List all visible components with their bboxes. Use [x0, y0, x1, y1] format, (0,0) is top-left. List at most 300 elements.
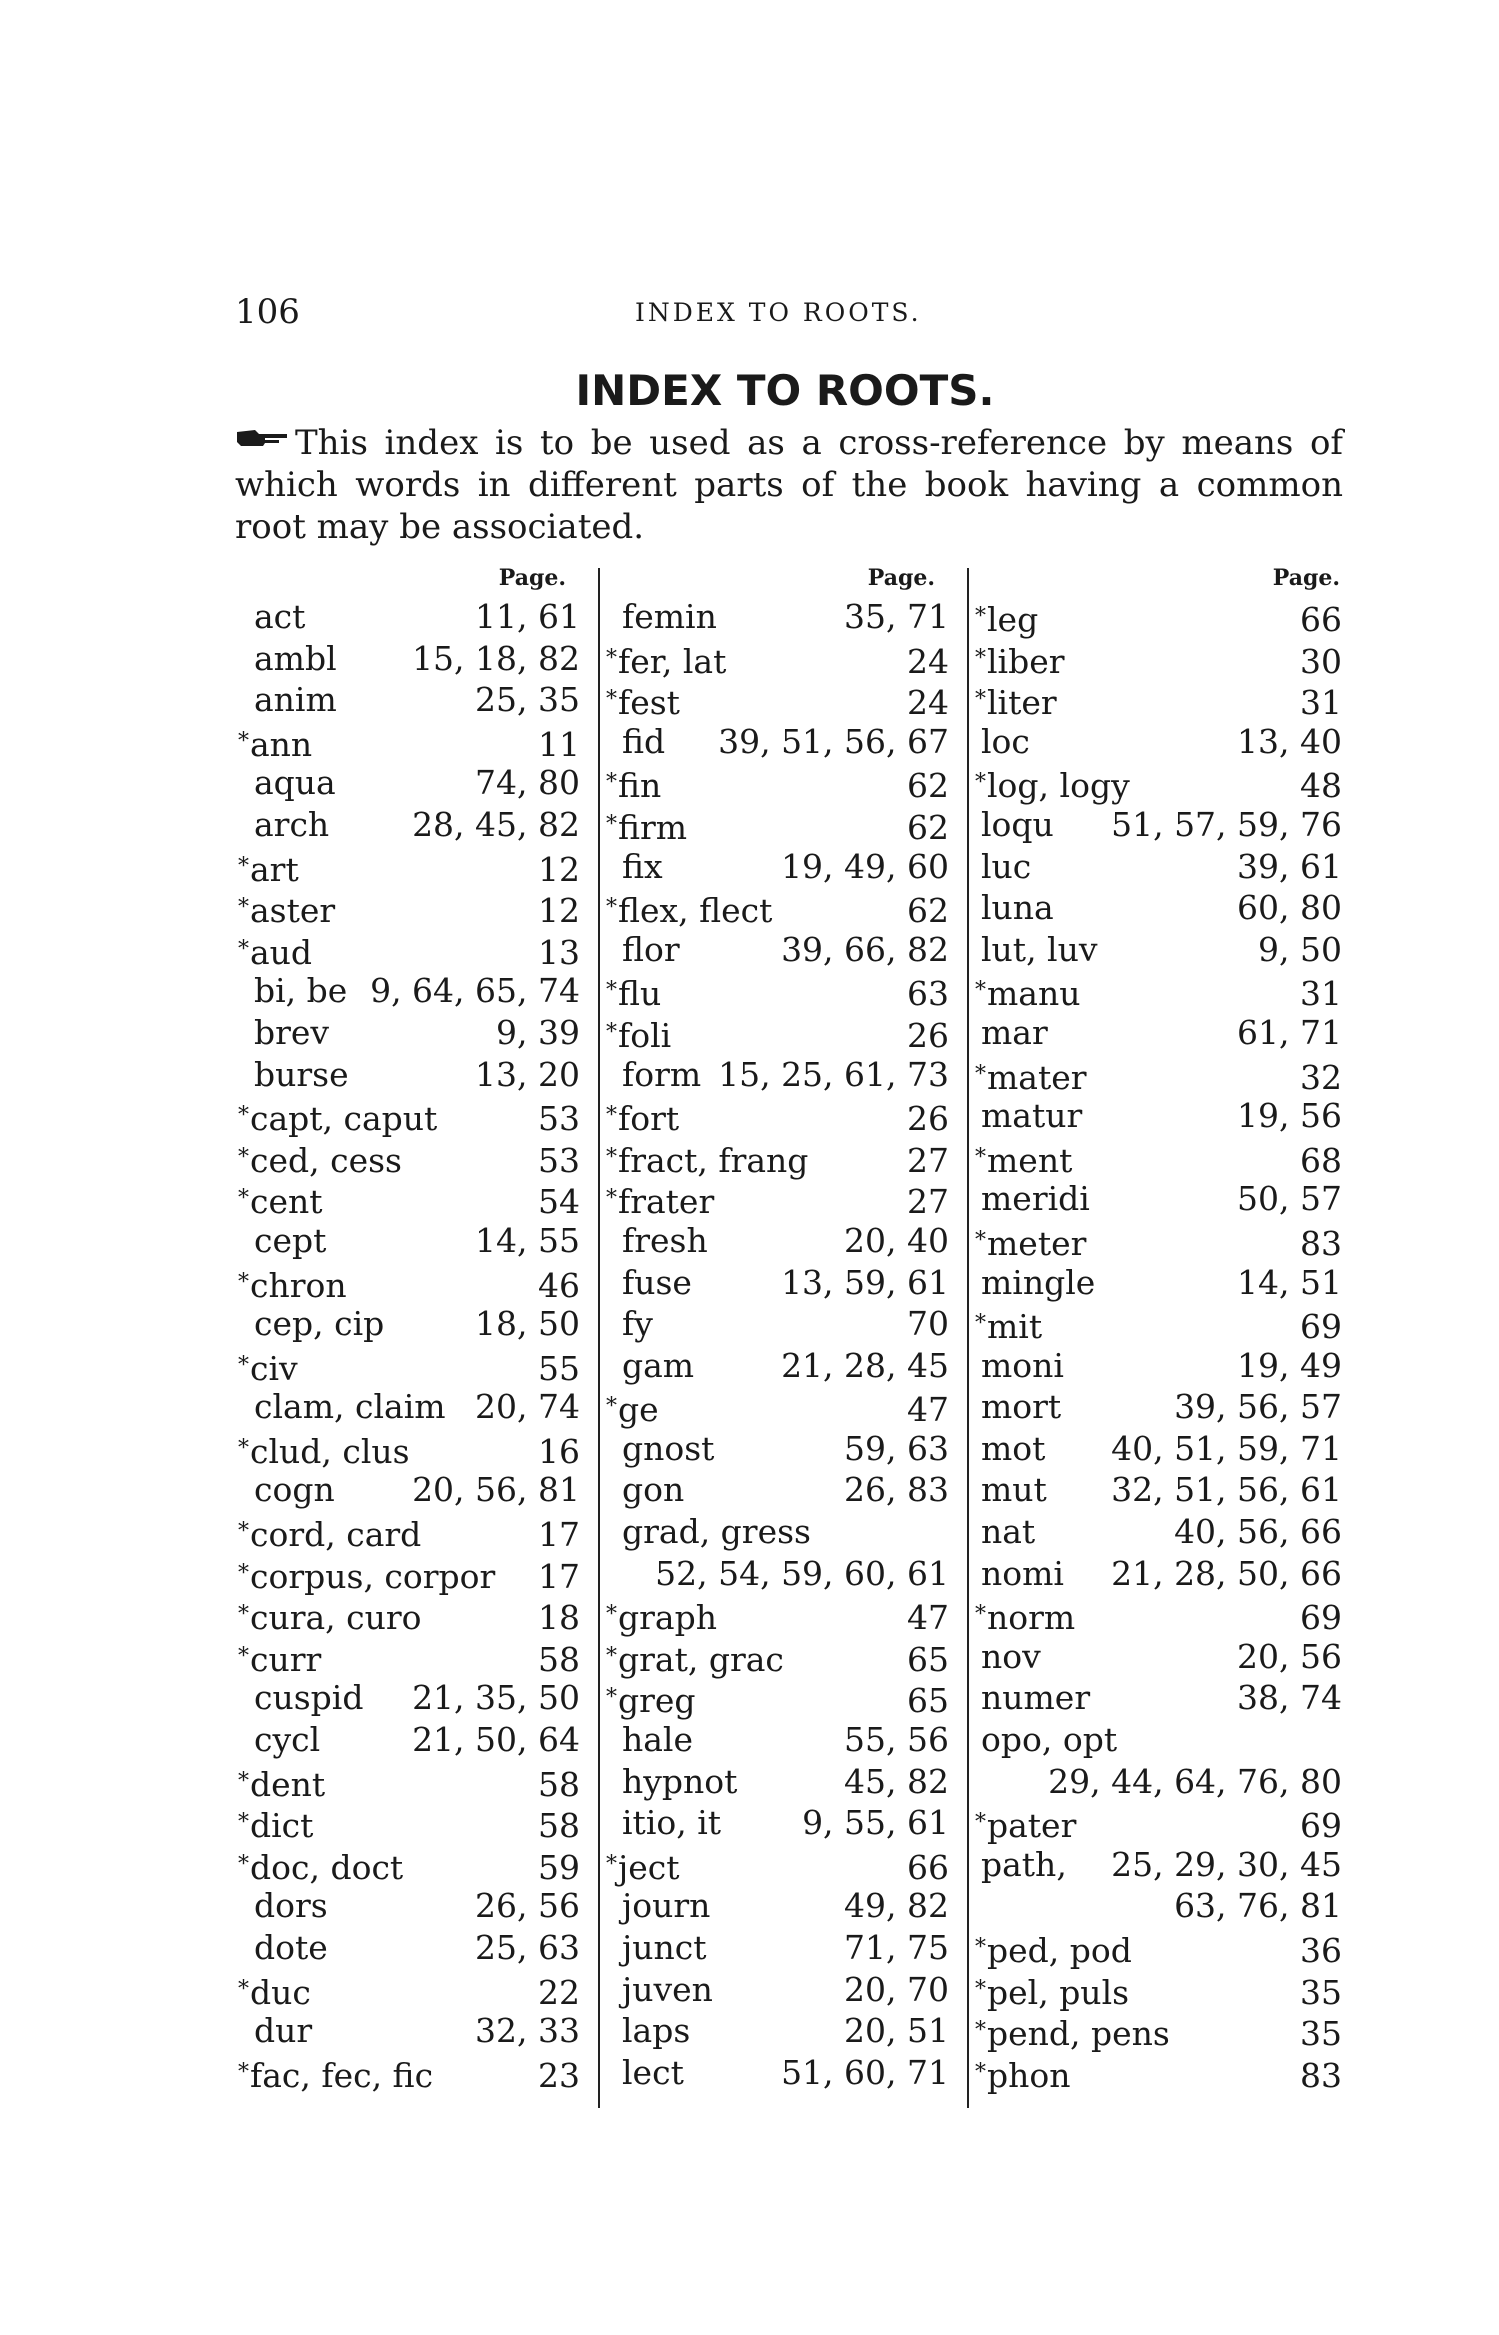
index-entry — [238, 887, 596, 929]
index-entry — [238, 1761, 596, 1803]
root-cell — [254, 596, 305, 638]
root-word: brev — [254, 1012, 330, 1052]
root-word: clud, clus — [250, 1431, 410, 1471]
star-icon: * — [975, 1976, 986, 2002]
root-word: mater — [987, 1057, 1087, 1097]
root-word: hale — [622, 1720, 694, 1760]
page-refs: 38, 74 — [1237, 1678, 1342, 1718]
root-word: cuspid — [254, 1678, 364, 1718]
page-refs: 69 — [1300, 1598, 1342, 1638]
index-entry — [606, 1012, 965, 1054]
index-entry — [975, 1345, 1348, 1387]
index-entry — [606, 1802, 965, 1844]
star-icon: * — [238, 1810, 249, 1836]
root-word: phon — [987, 2055, 1071, 2095]
index-entry — [606, 1719, 965, 1761]
root-word: dur — [254, 2011, 313, 2051]
root-word: cogn — [254, 1470, 335, 1510]
root-cell — [981, 1719, 1117, 1761]
page-refs: 19, 56 — [1237, 1096, 1342, 1136]
running-title: INDEX TO ROOTS. — [635, 298, 922, 327]
page-refs: 59 — [538, 1847, 580, 1887]
index-entry — [238, 846, 596, 888]
root-word: numer — [981, 1678, 1091, 1718]
star-icon: * — [238, 1643, 249, 1669]
star-icon: * — [238, 1976, 249, 2002]
pointing-hand-icon — [235, 428, 289, 448]
root-word: grat, grac — [618, 1639, 784, 1679]
page-refs: 17 — [538, 1515, 580, 1555]
star-icon: * — [975, 645, 986, 671]
root-word: graph — [618, 1598, 717, 1638]
index-entry — [606, 596, 965, 638]
page-refs: 26, 83 — [844, 1470, 949, 1510]
root-word: mut — [981, 1470, 1047, 1510]
root-word: art — [250, 849, 299, 889]
root-word: ject — [618, 1847, 680, 1887]
page-refs: 62 — [907, 766, 949, 806]
root-cell — [606, 762, 661, 807]
page-refs: 14, 55 — [475, 1220, 580, 1260]
star-icon: * — [606, 811, 617, 837]
root-word: fer, lat — [618, 641, 727, 681]
root-cell — [606, 1012, 671, 1057]
root-word: aud — [250, 932, 313, 972]
index-entry — [975, 1137, 1348, 1179]
page-refs: 53 — [538, 1140, 580, 1180]
star-icon: * — [238, 895, 249, 921]
index-entry — [975, 2010, 1348, 2052]
page-refs: 9, 55, 61 — [802, 1803, 949, 1843]
star-icon: * — [975, 687, 986, 713]
root-word: frater — [618, 1182, 715, 1222]
root-cell — [981, 887, 1054, 929]
index-entry — [975, 1885, 1348, 1927]
root-cell — [975, 970, 1080, 1015]
index-entry — [238, 1345, 596, 1387]
page-refs: 63, 76, 81 — [1174, 1886, 1342, 1926]
root-word: junct — [622, 1928, 707, 1967]
root-cell — [606, 1677, 696, 1722]
root-word: fin — [618, 766, 662, 806]
root-word: grad, gress — [622, 1512, 811, 1552]
root-cell — [238, 721, 312, 766]
root-cell — [238, 1511, 421, 1556]
root-cell — [622, 596, 717, 638]
star-icon: * — [975, 1144, 986, 1170]
page-refs: 36 — [1300, 1931, 1342, 1970]
star-icon: * — [238, 1851, 249, 1877]
page-refs: 24 — [907, 683, 949, 723]
root-cell — [975, 1927, 1132, 1972]
index-entry — [606, 1345, 965, 1387]
page-refs: 62 — [907, 891, 949, 931]
index-entry — [238, 1469, 596, 1511]
index-entry — [238, 1095, 596, 1137]
root-cell — [254, 1677, 363, 1719]
index-entry — [238, 1262, 596, 1304]
root-cell — [238, 1137, 402, 1182]
page-refs: 68 — [1300, 1140, 1342, 1180]
star-icon: * — [606, 1602, 617, 1628]
root-cell — [975, 638, 1065, 683]
page-refs: 21, 50, 64 — [412, 1720, 580, 1760]
page-refs: 20, 70 — [844, 1969, 949, 2009]
root-cell — [254, 804, 329, 846]
root-cell — [622, 1054, 701, 1096]
page-refs: 13, 20 — [475, 1054, 580, 1094]
root-word: bi, be — [254, 971, 348, 1011]
page-refs: 51, 60, 71 — [781, 2052, 949, 2092]
root-cell — [622, 1428, 714, 1470]
page-refs: 24 — [907, 641, 949, 681]
index-column-3 — [975, 560, 1348, 2105]
index-entry — [238, 929, 596, 971]
root-word: manu — [987, 974, 1081, 1014]
index-entry — [606, 1844, 965, 1886]
index-entry — [606, 804, 965, 846]
root-word: femin — [622, 597, 717, 636]
star-icon: * — [238, 1602, 249, 1628]
intro-text: This index is to be used as a cross-reference by means of which words in different parts of the book having a common root may be associated. — [235, 423, 1343, 547]
running-head — [235, 292, 1335, 336]
index-entry — [238, 1885, 596, 1927]
page-refs: 26 — [907, 1099, 949, 1139]
page-column-header: Page. — [1272, 565, 1340, 591]
page-refs: 21, 28, 45 — [781, 1345, 949, 1385]
page-refs: 25, 29, 30, 45 — [1111, 1844, 1342, 1884]
root-word: burse — [254, 1054, 349, 1094]
page-refs: 15, 25, 61, 73 — [718, 1054, 949, 1094]
index-entry — [975, 1802, 1348, 1844]
root-cell — [981, 1012, 1048, 1054]
index-entry — [975, 804, 1348, 846]
root-word: liber — [987, 641, 1065, 681]
star-icon: * — [606, 1851, 617, 1877]
root-cell — [622, 1761, 737, 1803]
star-icon: * — [238, 1435, 249, 1461]
page-refs: 20, 40 — [844, 1220, 949, 1260]
index-entry — [975, 1469, 1348, 1511]
root-word: foli — [618, 1015, 672, 1055]
root-word: luc — [981, 846, 1032, 886]
page-refs: 11 — [538, 724, 580, 764]
root-word: fresh — [622, 1220, 708, 1260]
root-cell — [622, 1885, 710, 1927]
root-cell — [622, 1802, 721, 1844]
star-icon: * — [975, 2018, 986, 2044]
page-refs: 40, 51, 59, 71 — [1111, 1428, 1342, 1468]
index-entry — [238, 1594, 596, 1636]
page-refs: 15, 18, 82 — [412, 638, 580, 678]
root-word: path, — [981, 1844, 1067, 1884]
root-cell — [981, 929, 1098, 971]
root-cell — [981, 1262, 1095, 1304]
root-word: mingle — [981, 1262, 1096, 1302]
root-cell — [254, 1927, 328, 1969]
root-cell — [238, 1178, 323, 1223]
page-refs: 29, 44, 64, 76, 80 — [1048, 1761, 1342, 1801]
index-entry — [975, 1012, 1348, 1054]
page-column-header: Page. — [867, 565, 935, 591]
page-refs: 58 — [538, 1639, 580, 1679]
page-number: 106 — [235, 292, 300, 332]
root-word: flu — [618, 974, 662, 1014]
index-entry — [975, 1636, 1348, 1678]
page-refs: 25, 35 — [475, 680, 580, 720]
root-word: clam, claim — [254, 1387, 446, 1427]
star-icon: * — [606, 1394, 617, 1420]
page-refs: 52, 54, 59, 60, 61 — [655, 1553, 949, 1593]
root-cell — [606, 1636, 784, 1681]
star-icon: * — [606, 645, 617, 671]
root-cell — [238, 2052, 433, 2097]
root-cell — [238, 929, 312, 974]
page-refs: 18, 50 — [475, 1304, 580, 1344]
root-cell — [606, 1844, 680, 1889]
root-cell — [254, 970, 347, 1012]
root-cell — [975, 2052, 1071, 2097]
root-cell — [981, 1178, 1090, 1220]
root-cell — [254, 1012, 329, 1054]
index-entry — [606, 1220, 965, 1262]
root-cell — [975, 1802, 1076, 1847]
index-entry — [606, 1303, 965, 1345]
page-refs: 25, 63 — [475, 1928, 580, 1967]
page-refs: 35 — [1300, 2014, 1342, 2054]
page-refs: 61, 71 — [1237, 1012, 1342, 1052]
root-cell — [622, 1220, 708, 1262]
index-entry — [606, 929, 965, 971]
index-entry — [606, 679, 965, 721]
root-cell — [981, 1095, 1082, 1137]
root-cell — [981, 1844, 1067, 1886]
index-entry — [238, 762, 596, 804]
index-entry — [238, 679, 596, 721]
page-refs: 17 — [538, 1556, 580, 1596]
index-entry — [975, 846, 1348, 888]
page-refs: 21, 28, 50, 66 — [1111, 1553, 1342, 1593]
root-word: fix — [622, 846, 663, 886]
page-refs: 22 — [538, 1972, 580, 2012]
page-column-header: Page. — [498, 565, 566, 591]
root-cell — [238, 846, 299, 891]
page-refs: 35, 71 — [844, 597, 949, 636]
index-entry — [975, 1553, 1348, 1595]
index-entry — [606, 1178, 965, 1220]
root-cell — [606, 1137, 808, 1182]
page-refs: 16 — [538, 1431, 580, 1471]
index-entry — [606, 1137, 965, 1179]
index-entry — [606, 721, 965, 763]
index-entry — [238, 1802, 596, 1844]
page-refs: 83 — [1300, 2055, 1342, 2095]
root-cell — [622, 1969, 713, 2011]
page-refs: 19, 49, 60 — [781, 846, 949, 886]
page-refs: 27 — [907, 1140, 949, 1180]
root-word: flex, flect — [618, 891, 773, 931]
star-icon: * — [238, 1560, 249, 1586]
root-cell — [622, 1345, 694, 1387]
root-word: dote — [254, 1928, 328, 1967]
index-entry — [975, 2052, 1348, 2094]
root-word: doc, doct — [250, 1847, 404, 1887]
root-cell — [606, 1386, 659, 1431]
page-refs: 14, 51 — [1237, 1262, 1342, 1302]
index-entry — [238, 2052, 596, 2094]
index-entry — [975, 929, 1348, 971]
star-icon: * — [975, 1810, 986, 1836]
root-cell — [622, 1719, 693, 1761]
root-word: meridi — [981, 1179, 1090, 1219]
page-refs: 60, 80 — [1237, 888, 1342, 928]
index-entry — [606, 1636, 965, 1678]
root-cell — [975, 1054, 1087, 1099]
root-cell — [606, 1594, 717, 1639]
index-entry — [975, 638, 1348, 680]
root-word: fac, fec, fic — [250, 2055, 434, 2095]
index-entry — [238, 804, 596, 846]
root-cell — [981, 1386, 1061, 1428]
root-cell — [622, 1927, 706, 1969]
index-entry — [975, 1677, 1348, 1719]
root-word: moni — [981, 1345, 1064, 1385]
index-entry — [975, 1054, 1348, 1096]
root-cell — [622, 1469, 684, 1511]
root-cell — [606, 679, 680, 724]
root-cell — [238, 1969, 311, 2014]
index-entry — [975, 1262, 1348, 1304]
index-entry — [238, 1220, 596, 1262]
star-icon: * — [975, 2059, 986, 2085]
root-cell — [981, 1428, 1045, 1470]
index-entry — [975, 887, 1348, 929]
root-word: hypnot — [622, 1761, 738, 1801]
root-cell — [622, 2010, 690, 2052]
page-refs: 48 — [1300, 766, 1342, 806]
page-refs: 69 — [1300, 1307, 1342, 1347]
root-word: nov — [981, 1636, 1041, 1676]
page-refs: 55, 56 — [844, 1720, 949, 1760]
index-entry — [606, 2052, 965, 2094]
root-word: juven — [622, 1969, 713, 2009]
root-cell — [975, 1594, 1075, 1639]
star-icon: * — [238, 1103, 249, 1129]
root-cell — [238, 1636, 321, 1681]
index-entry — [975, 1220, 1348, 1262]
index-entry — [238, 1386, 596, 1428]
root-word: fort — [618, 1099, 680, 1139]
page-refs: 9, 39 — [496, 1012, 580, 1052]
index-entry — [975, 970, 1348, 1012]
index-entry — [238, 1012, 596, 1054]
index-entry — [606, 1927, 965, 1969]
root-word: aqua — [254, 763, 336, 803]
index-entry — [606, 1054, 965, 1096]
page-refs: 65 — [907, 1639, 949, 1679]
page-refs: 74, 80 — [475, 763, 580, 803]
root-word: flor — [622, 929, 680, 969]
star-icon: * — [975, 978, 986, 1004]
page-refs: 19, 49 — [1237, 1345, 1342, 1385]
index-column-2 — [606, 560, 965, 2105]
page-refs: 66 — [1300, 600, 1342, 639]
root-cell — [622, 2052, 684, 2094]
intro-paragraph — [235, 422, 1343, 548]
page-refs: 50, 57 — [1237, 1179, 1342, 1219]
index-entry — [238, 2010, 596, 2052]
root-word: loqu — [981, 804, 1054, 844]
page-refs: 45, 82 — [844, 1761, 949, 1801]
index-entry — [975, 1386, 1348, 1428]
index-entry — [606, 1262, 965, 1304]
column-divider — [967, 568, 969, 2108]
root-word: gnost — [622, 1428, 715, 1468]
index-entry — [238, 1428, 596, 1470]
page-refs: 58 — [538, 1764, 580, 1804]
page-title: INDEX TO ROOTS. — [575, 366, 995, 415]
root-cell — [254, 1220, 326, 1262]
index-entry — [238, 1927, 596, 1969]
index-entry — [238, 1178, 596, 1220]
page-refs: 9, 64, 65, 74 — [370, 971, 580, 1011]
root-word: arch — [254, 804, 330, 844]
root-word: lect — [622, 2052, 684, 2092]
page-refs: 27 — [907, 1182, 949, 1222]
star-icon: * — [238, 728, 249, 754]
root-cell — [606, 1178, 714, 1223]
star-icon: * — [606, 770, 617, 796]
root-word: fid — [622, 721, 666, 761]
index-entry — [975, 1303, 1348, 1345]
index-entry — [975, 596, 1348, 638]
index-entry — [238, 1303, 596, 1345]
root-word: aster — [250, 891, 336, 931]
star-icon: * — [975, 604, 986, 629]
star-icon: * — [238, 1144, 249, 1170]
index-entry — [238, 1511, 596, 1553]
root-word: fy — [622, 1304, 653, 1344]
root-cell — [254, 1885, 328, 1927]
page-refs: 26 — [907, 1015, 949, 1055]
index-entry — [975, 1095, 1348, 1137]
root-word: cept — [254, 1220, 327, 1260]
page-refs: 51, 57, 59, 76 — [1111, 804, 1342, 844]
index-entry — [975, 1927, 1348, 1969]
root-cell — [254, 1469, 335, 1511]
root-cell — [238, 1428, 410, 1473]
root-cell — [238, 1594, 422, 1639]
page-refs: 62 — [907, 807, 949, 847]
root-cell — [238, 1553, 495, 1598]
index-entry — [606, 887, 965, 929]
root-cell — [622, 721, 665, 763]
root-word: chron — [250, 1265, 347, 1305]
page-refs: 23 — [538, 2055, 580, 2095]
root-cell — [254, 2010, 312, 2052]
page-refs: 20, 56 — [1237, 1636, 1342, 1676]
root-word: mar — [981, 1012, 1048, 1052]
index-entry — [238, 1636, 596, 1678]
root-cell — [606, 638, 726, 683]
root-cell — [981, 721, 1030, 763]
index-entry — [975, 1594, 1348, 1636]
star-icon: * — [238, 1269, 249, 1295]
page-refs: 70 — [907, 1304, 949, 1344]
index-entry — [606, 1885, 965, 1927]
index-entry — [238, 721, 596, 763]
page-refs: 12 — [538, 849, 580, 889]
